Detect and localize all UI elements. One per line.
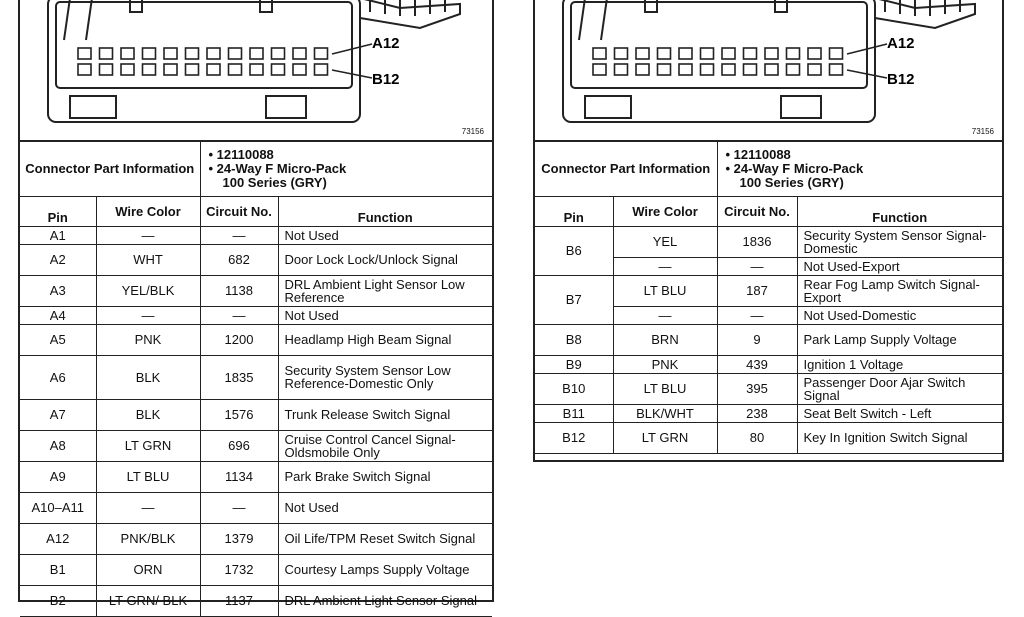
pin-cavity	[658, 64, 671, 75]
pin-cell: A12	[20, 523, 96, 554]
connector-drawing	[535, 0, 1002, 140]
connector-drawing	[20, 0, 492, 140]
circuit-cell: 395	[717, 373, 797, 404]
function-cell: Door Lock Lock/Unlock Signal	[278, 244, 492, 275]
function-header: Function	[797, 196, 1002, 226]
pin-cavity	[315, 48, 328, 59]
pin-cell: A8	[20, 430, 96, 461]
function-cell: DRL Ambient Light Sensor Signal	[278, 585, 492, 616]
pin-cell: A3	[20, 275, 96, 306]
part-number: • 12110088	[725, 146, 791, 162]
pin-cavity	[207, 48, 220, 59]
pinout-table-right	[535, 142, 1002, 454]
circuit-cell: 1835	[200, 355, 278, 399]
pin-cavity	[593, 64, 606, 75]
table-row	[535, 373, 1002, 404]
pin-cell: B1	[20, 554, 96, 585]
wire-color-cell: BLK	[96, 355, 200, 399]
table-row	[20, 585, 492, 616]
pin-cavity	[787, 64, 800, 75]
circuit-cell: 682	[200, 244, 278, 275]
table-row	[535, 275, 1002, 306]
wire-color-cell: LT BLU	[613, 275, 717, 306]
circuit-cell: —	[200, 226, 278, 244]
pin-cavity	[143, 48, 156, 59]
function-cell: Key In Ignition Switch Signal	[797, 422, 1002, 453]
table-row	[535, 404, 1002, 422]
connector-panel-left	[18, 0, 494, 608]
pin-cavity	[830, 64, 843, 75]
pin-cell: A10–A11	[20, 492, 96, 523]
circuit-cell: 439	[717, 355, 797, 373]
wire-color-cell: BLK	[96, 399, 200, 430]
wire-color-header: Wire Color	[613, 196, 717, 226]
circuit-cell: 1379	[200, 523, 278, 554]
circuit-cell: 1138	[200, 275, 278, 306]
pin-cell: B2	[20, 585, 96, 616]
function-cell: Trunk Release Switch Signal	[278, 399, 492, 430]
pin-cavity	[229, 64, 242, 75]
pin-cavity	[679, 64, 692, 75]
function-cell: Security System Sensor Signal-Domestic	[797, 226, 1002, 257]
wire-color-cell: YEL	[613, 226, 717, 257]
wire-color-cell: BLK/WHT	[613, 404, 717, 422]
function-cell: Rear Fog Lamp Switch Signal-Export	[797, 275, 1002, 306]
pin-cavity	[593, 48, 606, 59]
function-cell: Not Used	[278, 226, 492, 244]
part-series: 100 Series (GRY)	[739, 174, 844, 190]
wire-color-cell: —	[96, 492, 200, 523]
table-row	[535, 324, 1002, 355]
pin-cavity	[186, 64, 199, 75]
pin-cavity	[830, 48, 843, 59]
function-cell: Park Brake Switch Signal	[278, 461, 492, 492]
circuit-header: Circuit No.	[717, 196, 797, 226]
pin-header: Pin	[20, 196, 96, 226]
part-info-values	[717, 142, 1002, 196]
circuit-cell: 1732	[200, 554, 278, 585]
part-number: • 12110088	[208, 146, 274, 162]
pin-cavity	[765, 48, 778, 59]
pin-cell: B9	[535, 355, 613, 373]
wire-color-cell: —	[96, 306, 200, 324]
pin-cavity	[615, 48, 628, 59]
wire-color-cell: LT GRN	[96, 430, 200, 461]
table-row	[20, 430, 492, 461]
table-row	[20, 306, 492, 324]
table-row	[20, 226, 492, 244]
part-info-values	[200, 142, 492, 196]
circuit-cell: —	[200, 492, 278, 523]
pin-cavity	[808, 64, 821, 75]
wire-color-cell: LT BLU	[613, 373, 717, 404]
wire-color-header: Wire Color	[96, 196, 200, 226]
pin-cavity	[787, 48, 800, 59]
pin-cell: B10	[535, 373, 613, 404]
part-info-label: Connector Part Information	[20, 142, 200, 196]
pin-cavity	[186, 48, 199, 59]
function-cell: Courtesy Lamps Supply Voltage	[278, 554, 492, 585]
pin-cavity	[808, 48, 821, 59]
circuit-cell: 1134	[200, 461, 278, 492]
function-cell: Headlamp High Beam Signal	[278, 324, 492, 355]
pin-cavity	[164, 64, 177, 75]
pin-cavity	[744, 48, 757, 59]
wire-color-cell: LT GRN	[613, 422, 717, 453]
pin-cavity	[121, 48, 134, 59]
pin-cavity	[78, 64, 91, 75]
function-cell: Oil Life/TPM Reset Switch Signal	[278, 523, 492, 554]
circuit-header: Circuit No.	[200, 196, 278, 226]
pin-cell: A7	[20, 399, 96, 430]
circuit-cell: 80	[717, 422, 797, 453]
circuit-cell: 1200	[200, 324, 278, 355]
table-row	[535, 226, 1002, 257]
pin-cavity	[250, 64, 263, 75]
function-header: Function	[278, 196, 492, 226]
pin-cavity	[229, 48, 242, 59]
part-description: • 24-Way F Micro-Pack	[725, 160, 864, 176]
pin-cell: B12	[535, 422, 613, 453]
connector-diagram-left	[20, 0, 492, 142]
circuit-cell: 9	[717, 324, 797, 355]
table-row	[20, 523, 492, 554]
table-row	[20, 275, 492, 306]
pin-cavity	[722, 48, 735, 59]
pin-cavity	[207, 64, 220, 75]
function-cell: DRL Ambient Light Sensor Low Reference	[278, 275, 492, 306]
function-cell: Not Used-Domestic	[797, 306, 1002, 324]
table-row	[20, 461, 492, 492]
table-row	[20, 324, 492, 355]
pin-cavity	[701, 64, 714, 75]
circuit-cell: 187	[717, 275, 797, 306]
pin-cavity	[272, 48, 285, 59]
pin-cavity	[100, 48, 113, 59]
pin-cavity	[293, 48, 306, 59]
pin-cell: B7	[535, 275, 613, 324]
pin-cell: B6	[535, 226, 613, 275]
wire-color-cell: LT GRN/ BLK	[96, 585, 200, 616]
connector-diagram-right	[535, 0, 1002, 142]
header-row	[535, 196, 1002, 226]
circuit-cell: —	[200, 306, 278, 324]
wire-color-cell: PNK	[96, 324, 200, 355]
figure-number: 73156	[971, 127, 994, 136]
function-cell: Seat Belt Switch - Left	[797, 404, 1002, 422]
circuit-cell: 238	[717, 404, 797, 422]
wire-color-cell: —	[613, 306, 717, 324]
wire-color-cell: —	[613, 257, 717, 275]
pin-cavity	[744, 64, 757, 75]
pin-label-b12: B12	[887, 71, 915, 88]
pin-cavity	[100, 64, 113, 75]
table-row	[20, 355, 492, 399]
pin-cavity	[765, 64, 778, 75]
part-info-label: Connector Part Information	[535, 142, 717, 196]
pin-cell: A4	[20, 306, 96, 324]
table-row	[20, 399, 492, 430]
circuit-cell: 1836	[717, 226, 797, 257]
circuit-cell: 696	[200, 430, 278, 461]
pin-cavity	[78, 48, 91, 59]
pin-cell: B8	[535, 324, 613, 355]
function-cell: Security System Sensor Low Reference-Domestic Only	[278, 355, 492, 399]
pin-cavity	[315, 64, 328, 75]
function-cell: Passenger Door Ajar Switch Signal	[797, 373, 1002, 404]
wire-color-cell: YEL/BLK	[96, 275, 200, 306]
pin-label-b12: B12	[372, 71, 400, 88]
circuit-cell: —	[717, 257, 797, 275]
pin-cell: A5	[20, 324, 96, 355]
pin-label-a12: A12	[887, 35, 915, 52]
pin-cavity	[722, 64, 735, 75]
function-cell: Ignition 1 Voltage	[797, 355, 1002, 373]
pin-cell: A1	[20, 226, 96, 244]
pin-cavity	[143, 64, 156, 75]
pin-cavity	[164, 48, 177, 59]
table-row	[20, 492, 492, 523]
table-row	[535, 355, 1002, 373]
pin-cavity	[636, 48, 649, 59]
part-description: • 24-Way F Micro-Pack	[208, 160, 347, 176]
pin-cavity	[615, 64, 628, 75]
pin-cell: A9	[20, 461, 96, 492]
wire-color-cell: LT BLU	[96, 461, 200, 492]
wire-color-cell: —	[96, 226, 200, 244]
pin-label-a12: A12	[372, 35, 400, 52]
table-row	[20, 244, 492, 275]
pin-cavity	[250, 48, 263, 59]
function-cell: Park Lamp Supply Voltage	[797, 324, 1002, 355]
pin-cavity	[701, 48, 714, 59]
wire-color-cell: ORN	[96, 554, 200, 585]
pin-cavity	[658, 48, 671, 59]
pin-cavity	[121, 64, 134, 75]
part-info-row	[535, 142, 1002, 196]
table-row	[535, 422, 1002, 453]
circuit-cell: 1576	[200, 399, 278, 430]
pin-cavity	[636, 64, 649, 75]
wire-color-cell: PNK	[613, 355, 717, 373]
function-cell: Not Used-Export	[797, 257, 1002, 275]
pin-cavity	[293, 64, 306, 75]
pin-header: Pin	[535, 196, 613, 226]
figure-number: 73156	[461, 127, 484, 136]
part-info-row	[20, 142, 492, 196]
pin-cavity	[272, 64, 285, 75]
function-cell: Not Used	[278, 306, 492, 324]
circuit-cell: —	[717, 306, 797, 324]
table-row	[20, 554, 492, 585]
wire-color-cell: PNK/BLK	[96, 523, 200, 554]
wire-color-cell: BRN	[613, 324, 717, 355]
pin-cell: B11	[535, 404, 613, 422]
pin-cell: A2	[20, 244, 96, 275]
pin-cell: A6	[20, 355, 96, 399]
part-series: 100 Series (GRY)	[222, 174, 327, 190]
pinout-table-left	[20, 142, 492, 617]
wire-color-cell: WHT	[96, 244, 200, 275]
circuit-cell: 1137	[200, 585, 278, 616]
function-cell: Cruise Control Cancel Signal-Oldsmobile Only	[278, 430, 492, 461]
pin-cavity	[679, 48, 692, 59]
header-row	[20, 196, 492, 226]
function-cell: Not Used	[278, 492, 492, 523]
connector-panel-right	[533, 0, 1004, 462]
